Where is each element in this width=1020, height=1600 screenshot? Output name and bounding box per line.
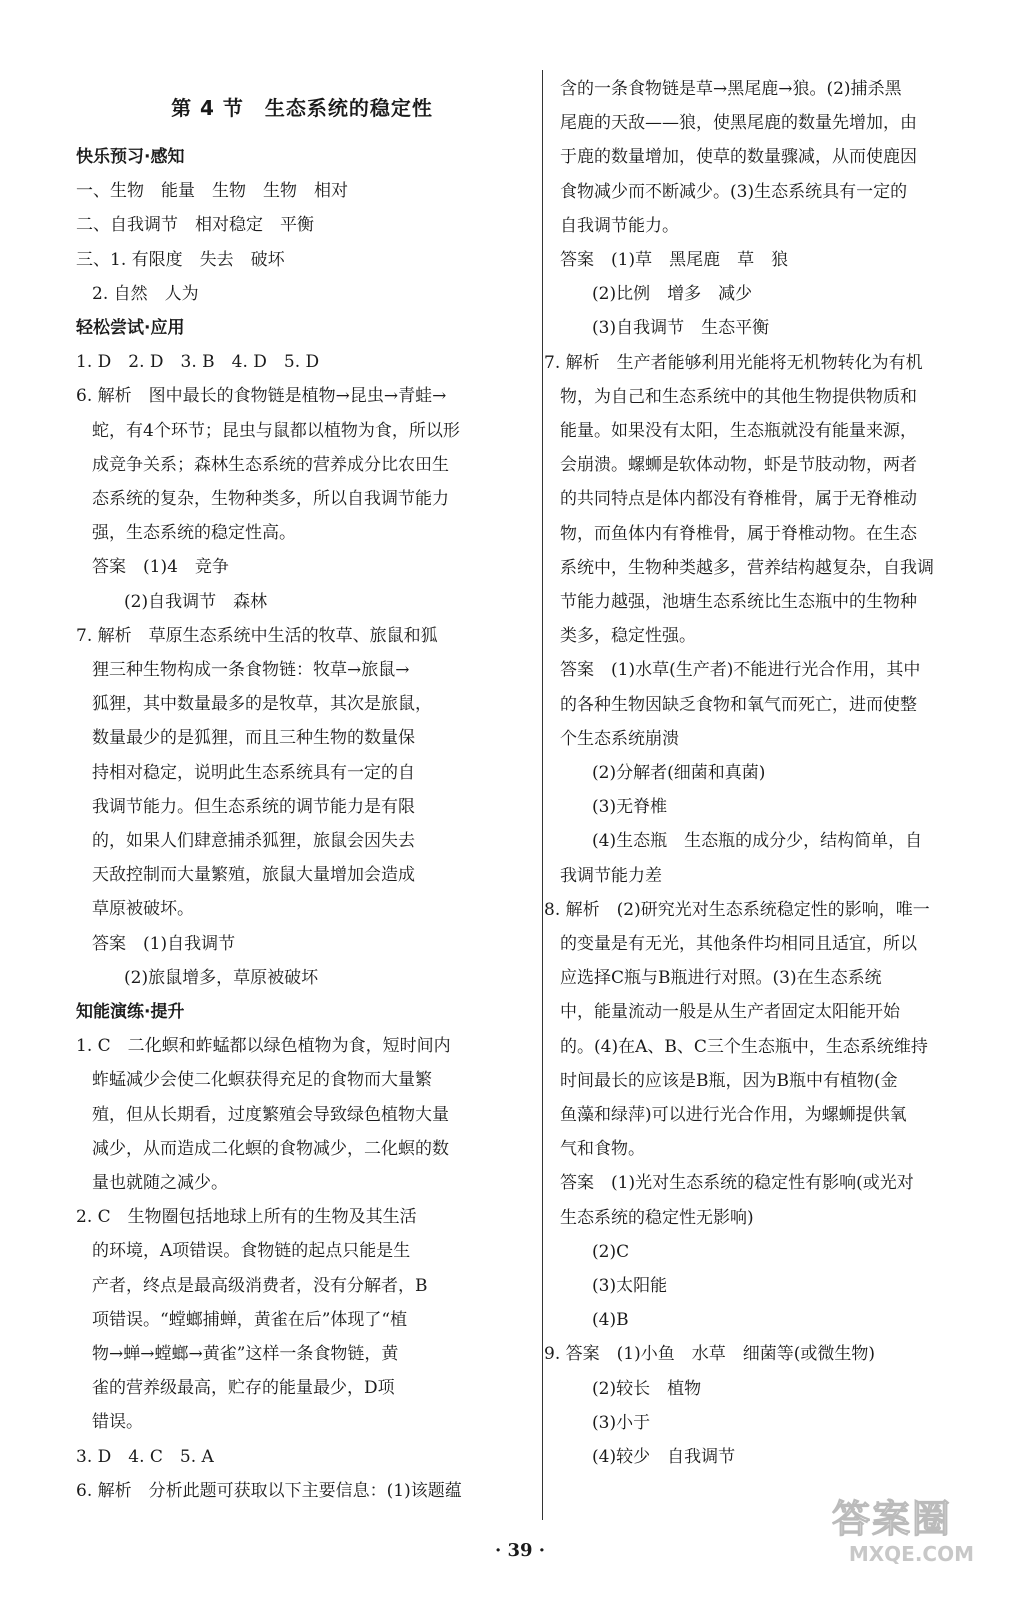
text-line: 殖，但从长期看，过度繁殖会导致绿色植物大量 [92,1104,449,1125]
text-line: 会崩溃。螺蛳是软体动物，虾是节肢动物，两者 [560,455,917,476]
text-line: 的变量是有无光，其他条件均相同且适宜，所以 [560,934,917,954]
text-line: 的共同特点是体内都没有脊椎骨，属于无脊椎动 [560,489,917,510]
watermark-logo [832,1496,982,1586]
text-line: 三、1. 有限度 失去 破坏 [76,249,285,270]
text-line: 生态系统的稳定性无影响) [560,1207,754,1228]
text-line: 系统中，生物种类越多，营养结构越复杂，自我调 [560,557,934,578]
text-line: 答案 (1)光对生态系统的稳定性有影响(或光对 [560,1173,914,1194]
text-line: 6. 解析 分析此题可获取以下主要信息：(1)该题蕴 [76,1480,462,1501]
text-line: 物，为自己和生态系统中的其他生物提供物质和 [560,386,917,407]
text-line: 狸三种生物构成一条食物链：牧草→旅鼠→ [92,660,410,680]
text-line: 节能力越强，池塘生态系统比生态瓶中的生物种 [560,592,917,612]
text-line: (4)较少 自我调节 [592,1447,736,1467]
watermark-bottom-text: MXQE.COM [848,1542,974,1566]
text-line: 的。(4)在A、B、C三个生态瓶中，生态系统维持 [560,1036,928,1057]
text-line: 含的一条食物链是草→黑尾鹿→狼。(2)捕杀黑 [560,79,902,99]
text-line: 数量最少的是狐狸，而且三种生物的数量保 [92,728,415,749]
text-line: 二、自我调节 相对稳定 平衡 [76,215,314,236]
text-line: (4)生态瓶 生态瓶的成分少，结构简单，自 [592,831,923,852]
text-line: 蛇，有4个环节；昆虫与鼠都以植物为食，所以形 [92,420,460,441]
text-line: (2)比例 增多 减少 [592,284,753,305]
page-number: · 39 · [494,1540,546,1561]
section-heading: 轻松尝试·应用 [76,318,185,338]
text-line: 9. 答案 (1)小鱼 水草 细菌等(或微生物) [544,1344,875,1365]
text-line: 1. D 2. D 3. B 4. D 5. D [76,352,320,373]
text-line: 的各种生物因缺乏食物和氧气而死亡，进而使整 [560,694,917,715]
text-line: 于鹿的数量增加，使草的数量骤减，从而使鹿因 [560,147,917,168]
text-line: 量也就随之减少。 [92,1173,228,1193]
text-line: 物→蝉→螳螂→黄雀”这样一条食物链，黄 [92,1344,399,1364]
text-line: 产者，终点是最高级消费者，没有分解者，B [92,1275,428,1296]
text-line: 应选择C瓶与B瓶进行对照。(3)在生态系统 [560,968,882,989]
text-line: 食物减少而不断减少。(3)生态系统具有一定的 [560,181,908,202]
text-line: (3)太阳能 [592,1276,668,1296]
text-line: 自我调节能力。 [560,215,679,236]
text-line: 8. 解析 (2)研究光对生态系统稳定性的影响，唯一 [544,899,930,920]
text-line: (3)自我调节 生态平衡 [592,318,770,339]
text-line: 2. C 生物圈包括地球上所有的生物及其生活 [76,1207,417,1228]
text-line: 答案 (1)自我调节 [92,933,236,954]
text-line: (4)B [592,1310,629,1331]
text-line: (2)分解者(细菌和真菌) [592,763,766,783]
text-line: (2)C [592,1241,630,1262]
watermark-top-text: 答案圈 [832,1497,953,1541]
text-line: 1. C 二化螟和蚱蜢都以绿色植物为食，短时间内 [76,1036,451,1057]
text-line: 6. 解析 图中最长的食物链是植物→昆虫→青蛙→ [76,386,447,407]
text-line: 的环境，A项错误。食物链的起点只能是生 [92,1241,411,1262]
text-line: 气和食物。 [560,1139,645,1160]
text-line: 7. 解析 生产者能够利用光能将无机物转化为有机 [544,352,923,373]
text-line: 一、生物 能量 生物 生物 相对 [76,181,348,202]
text-line: 蚱蜢减少会使二化螟获得充足的食物而大量繁 [92,1070,432,1091]
section-heading: 知能演练·提升 [76,1002,185,1022]
text-line: 尾鹿的天敌——狼，使黑尾鹿的数量先增加，由 [560,113,917,134]
text-line: 答案 (1)4 竞争 [92,557,229,578]
text-line: 成竞争关系；森林生态系统的营养成分比农田生 [92,454,449,475]
text-line: 错误。 [92,1412,143,1433]
text-line: 7. 解析 草原生态系统中生活的牧草、旅鼠和狐 [76,625,438,646]
text-line: 强，生态系统的稳定性高。 [92,523,296,544]
column-divider [542,70,543,1520]
text-line: 减少，从而造成二化螟的食物减少，二化螟的数 [92,1138,449,1159]
text-line: 天敌控制而大量繁殖，旅鼠大量增加会造成 [92,865,415,886]
text-line: 草原被破坏。 [92,899,194,920]
text-line: 答案 (1)水草(生产者)不能进行光合作用，其中 [560,660,921,681]
text-line: 3. D 4. C 5. A [76,1446,214,1467]
section-title: 第 4 节 生态系统的稳定性 [171,96,433,120]
text-line: 态系统的复杂，生物种类多，所以自我调节能力 [92,489,449,509]
text-line: 狐狸，其中数量最多的是牧草，其次是旅鼠， [92,694,432,715]
section-heading: 快乐预习·感知 [76,147,185,167]
text-line: (3)小于 [592,1412,651,1433]
text-line: 我调节能力差 [560,865,662,886]
text-line: 雀的营养级最高，贮存的能量最少，D项 [92,1378,395,1399]
text-line: 我调节能力。但生态系统的调节能力是有限 [92,796,415,817]
text-line: 答案 (1)草 黑尾鹿 草 狼 [560,250,789,270]
text-line: 中，能量流动一般是从生产者固定太阳能开始 [560,1002,900,1023]
text-line: (2)较长 植物 [592,1378,702,1399]
text-line: (2)自我调节 森林 [124,591,268,612]
text-line: 时间最长的应该是B瓶，因为B瓶中有植物(金 [560,1070,898,1091]
text-line: 持相对稳定，说明此生态系统具有一定的自 [92,762,415,783]
text-line: 物，而鱼体内有脊椎骨，属于脊椎动物。在生态 [560,523,917,544]
text-line: (3)无脊椎 [592,797,668,818]
text-line: 类多，稳定性强。 [560,626,696,647]
text-line: 鱼藻和绿萍)可以进行光合作用，为螺蛳提供氧 [560,1105,907,1125]
text-line: 个生态系统崩溃 [560,728,679,749]
text-line: (2)旅鼠增多，草原被破坏 [124,967,319,988]
text-line: 项错误。“螳螂捕蝉，黄雀在后”体现了“植 [92,1309,408,1330]
text-line: 2. 自然 人为 [92,283,199,304]
text-line: 的，如果人们肆意捕杀狐狸，旅鼠会因失去 [92,831,415,851]
text-line: 能量。如果没有太阳，生态瓶就没有能量来源， [560,421,917,441]
